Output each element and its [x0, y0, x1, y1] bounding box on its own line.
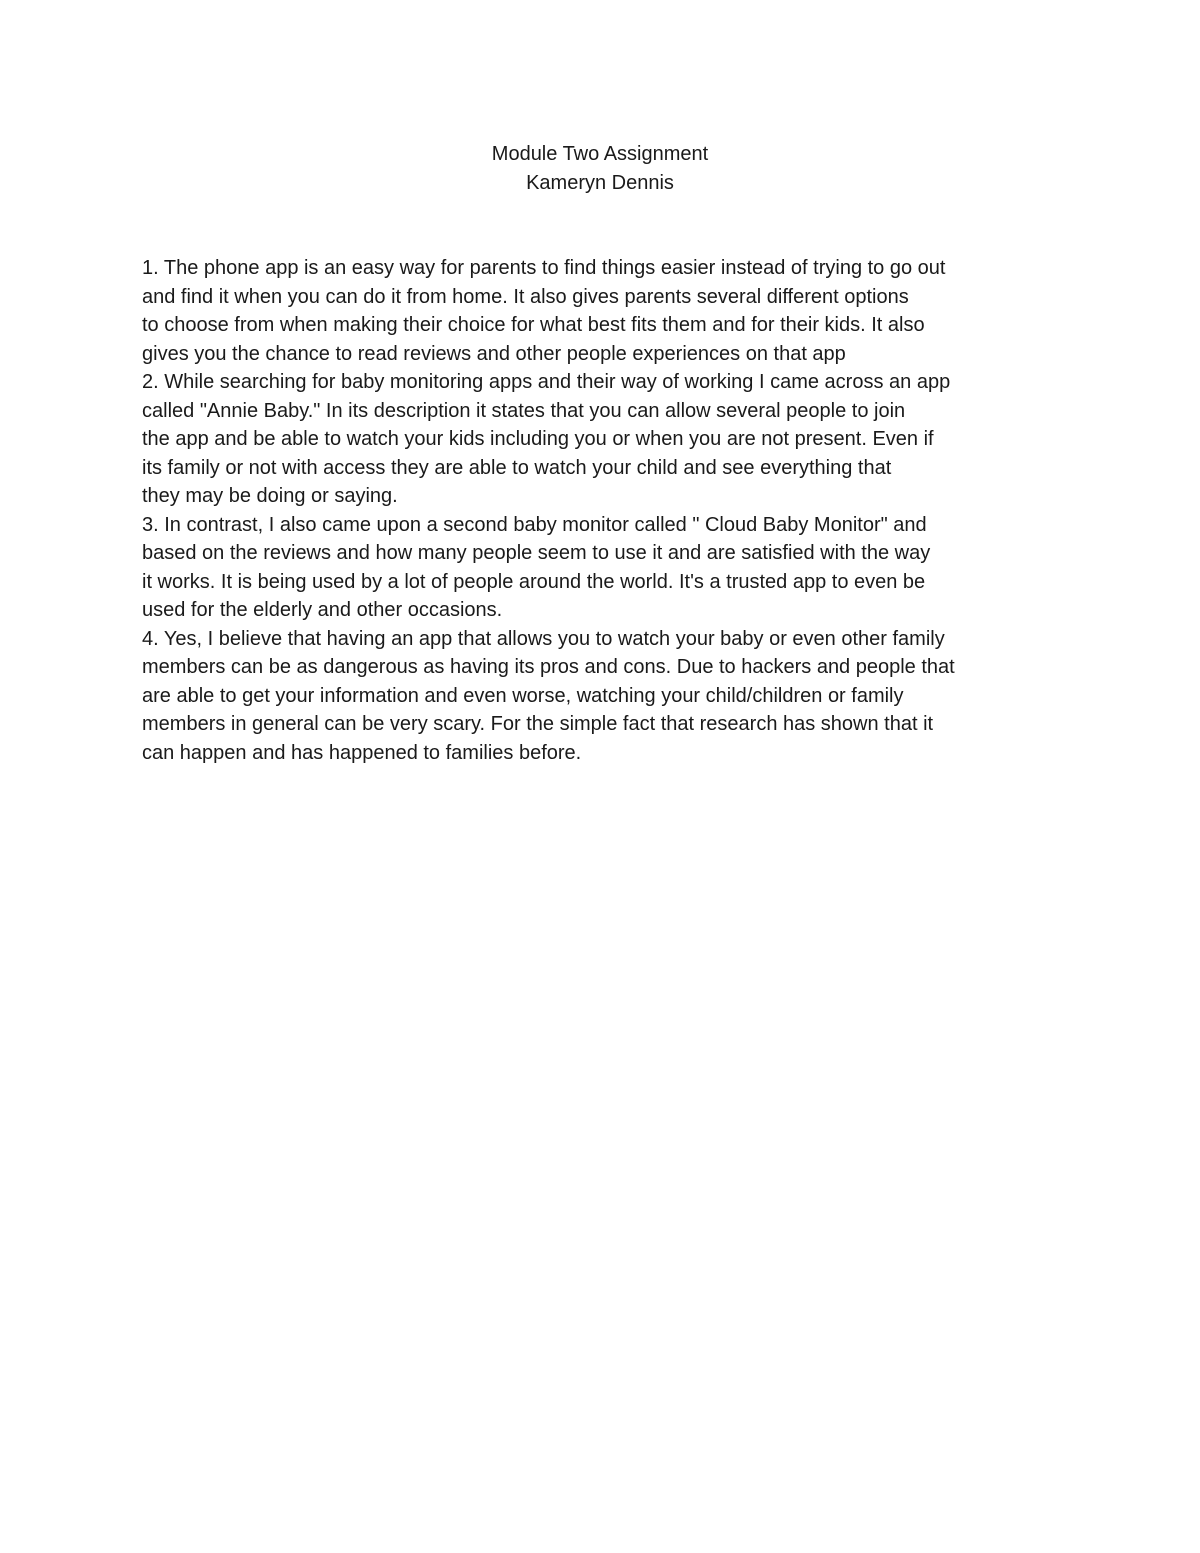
body-line: 4. Yes, I believe that having an app that allows you to watch your baby or even other family: [142, 627, 945, 650]
body-line: 3. In contrast, I also came upon a second baby monitor called " Cloud Baby Monitor" and: [142, 513, 927, 536]
body-line: 2. While searching for baby monitoring apps and their way of working I came across an app: [142, 371, 951, 393]
body-line: can happen and has happened to families before.: [142, 741, 582, 764]
body-line: gives you the chance to read reviews and other people experiences on that app: [142, 342, 846, 365]
document-author: Kameryn Dennis: [526, 171, 674, 194]
body-line: called "Annie Baby." In its description it states that you can allow several people to join: [142, 399, 906, 422]
body-line: used for the elderly and other occasions.: [142, 599, 503, 621]
body-line: they may be doing or saying.: [142, 485, 398, 507]
body-line: are able to get your information and even worse, watching your child/children or family: [142, 684, 904, 707]
body-line: members in general can be very scary. For the simple fact that research has shown that it: [142, 713, 934, 735]
body-line: and find it when you can do it from home. It also gives parents several different options: [142, 285, 909, 308]
body-line: 1. The phone app is an easy way for parents to find things easier instead of trying to go out: [142, 257, 946, 279]
body-line: based on the reviews and how many people seem to use it and are satisfied with the way: [142, 542, 931, 564]
body-line: members can be as dangerous as having its pros and cons. Due to hackers and people that: [142, 656, 955, 678]
body-line: to choose from when making their choice for what best fits them and for their kids. It also: [142, 314, 925, 336]
body-line: it works. It is being used by a lot of people around the world. It's a trusted app to even be: [142, 570, 926, 593]
document-title: Module Two Assignment: [491, 143, 709, 165]
document-body: [142, 254, 1102, 767]
document-header: [0, 140, 1200, 197]
body-line: the app and be able to watch your kids including you or when you are not present. Even if: [142, 428, 934, 450]
body-line: its family or not with access they are able to watch your child and see everything that: [142, 456, 892, 479]
